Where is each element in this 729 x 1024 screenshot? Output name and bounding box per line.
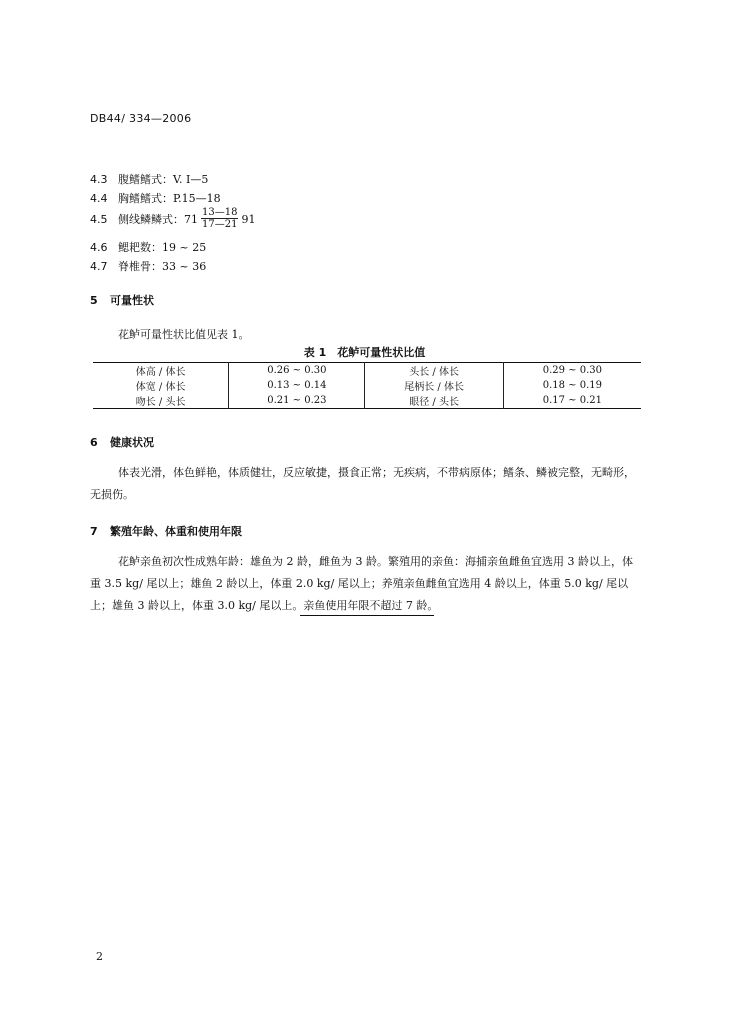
- item-value: 19 ~ 25: [162, 241, 207, 254]
- item-number: 4.4: [90, 192, 108, 205]
- item-pectoral-fin: [90, 187, 221, 206]
- end-rule: [300, 615, 434, 616]
- item-gill-rakers: [90, 236, 206, 255]
- section-title: 健康状况: [110, 436, 154, 449]
- section-paragraph: 体表光滑，体色鲜艳，体质健壮，反应敏捷，摄食正常；无疾病，不带病原体；鳍条、鳞被完整，无畸形，无损伤。: [90, 466, 635, 501]
- section-heading: [90, 523, 242, 539]
- table-cell: 眼径 / 头长: [365, 393, 503, 409]
- table-caption: 表 1 花鲈可量性状比值: [303, 346, 426, 359]
- section-heading: [90, 434, 154, 450]
- section-title: 繁殖年龄、体重和使用年限: [110, 525, 242, 538]
- table-cell: 0.21 ~ 0.23: [229, 393, 365, 409]
- item-label: 胸鳍鳍式：: [118, 192, 173, 205]
- section-number: 5: [90, 294, 98, 307]
- item-lateral-line-scales: [90, 207, 255, 230]
- scale-fraction: [201, 207, 238, 230]
- table-cell: 体宽 / 体长: [135, 382, 186, 393]
- table-cell: 0.13 ~ 0.14: [229, 378, 365, 393]
- section-paragraph: 花鲈亲鱼初次性成熟年龄：雄鱼为 2 龄，雌鱼为 3 龄。繁殖用的亲鱼：海捕亲鱼雌鱼宜选用 3 龄以上，体重 3.5 kg/ 尾以上；雄鱼 2 龄以上，体重 2.0 kg/ 尾以上；养殖亲鱼雌鱼宜选用 4 龄以上，体重 5.0 kg/ 尾以上；雄鱼 3 龄以上，体重 3.0 kg/ 尾以上。亲鱼使用年限不超过 7 龄。: [90, 555, 633, 612]
- table-cell: 尾柄长 / 体长: [365, 378, 503, 393]
- section-title: 可量性状: [110, 294, 154, 307]
- item-label: 鳃耙数：: [118, 241, 162, 254]
- table-cell: 0.18 ~ 0.19: [503, 378, 641, 393]
- table-row: [93, 363, 641, 379]
- item-suffix: 91: [241, 213, 256, 226]
- item-number: 4.3: [90, 173, 108, 186]
- table-cell: 0.17 ~ 0.21: [503, 393, 641, 409]
- item-prefix: 71: [184, 213, 198, 226]
- fraction-numerator: 13—18: [202, 207, 238, 218]
- item-number: 4.6: [90, 241, 108, 254]
- item-value: P.15—18: [173, 192, 221, 205]
- table-cell: 0.29 ~ 0.30: [503, 363, 641, 379]
- item-label: 侧线鳞鳞式：: [118, 213, 184, 226]
- section-heading: [90, 292, 154, 308]
- section-number: 6: [90, 436, 98, 449]
- item-label: 脊椎骨：: [118, 260, 162, 273]
- table-cell: 0.26 ~ 0.30: [229, 363, 365, 379]
- item-value: V. Ⅰ—5: [173, 173, 209, 186]
- section-number: 7: [90, 525, 98, 538]
- item-label: 腹鳍鳍式：: [118, 173, 173, 186]
- item-vertebrae: [90, 255, 206, 274]
- item-number: 4.7: [90, 260, 108, 273]
- item-pelvic-fin: [90, 168, 208, 187]
- item-number: 4.5: [90, 213, 108, 226]
- document-code: DB44/ 334—2006: [90, 112, 192, 125]
- section-paragraph: 花鲈可量性状比值见表 1。: [118, 328, 250, 341]
- page-number: 2: [96, 950, 103, 963]
- table-row: [93, 378, 641, 393]
- item-value: 33 ~ 36: [162, 260, 207, 273]
- table-cell: 体高 / 体长: [135, 367, 186, 378]
- table-row: [93, 393, 641, 409]
- fraction-denominator: 17—21: [202, 219, 238, 230]
- table-cell: 头长 / 体长: [365, 363, 503, 379]
- ratio-table: [93, 362, 641, 409]
- table-cell: 吻长 / 头长: [135, 397, 186, 408]
